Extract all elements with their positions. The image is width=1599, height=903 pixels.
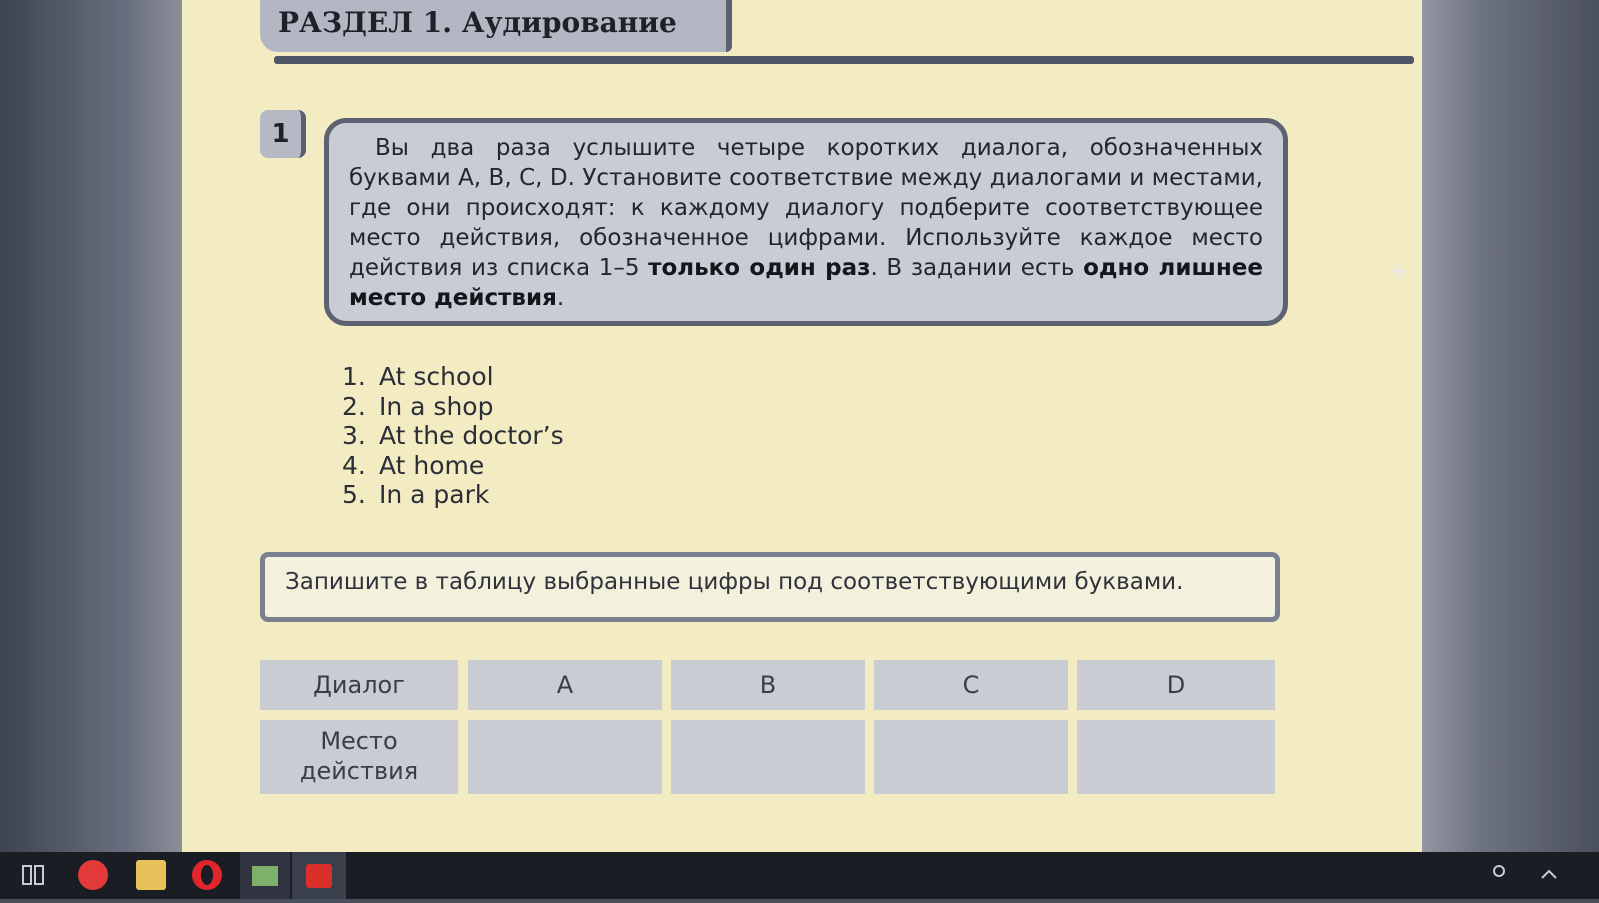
write-instruction-box: Запишите в таблицу выбранные цифры под соответствующими буквами. — [260, 552, 1280, 622]
answer-cell-c[interactable] — [874, 720, 1068, 794]
yandex-browser-icon[interactable] — [78, 860, 108, 890]
list-item: 4. At home — [342, 450, 485, 480]
crosshair-cursor-icon: ✛ — [1390, 260, 1407, 284]
answer-cell-d[interactable] — [1077, 720, 1275, 794]
task-view-icon[interactable] — [18, 860, 48, 890]
list-item: 2. In a shop — [342, 391, 494, 421]
column-header-a: A — [468, 660, 662, 710]
monitor-bezel-right — [1399, 0, 1599, 870]
task-instruction-box — [324, 118, 1288, 326]
task-number-badge: 1 — [260, 110, 306, 158]
file-explorer-icon[interactable] — [136, 860, 166, 890]
answer-cell-a[interactable] — [468, 720, 662, 794]
list-item: 5. In a park — [342, 480, 490, 509]
answer-cell-b[interactable] — [671, 720, 865, 794]
opera-icon[interactable] — [192, 860, 222, 890]
instruction-text-end: . — [556, 285, 565, 311]
table-header-dialog: Диалог — [260, 660, 458, 710]
video-editor-icon[interactable] — [240, 852, 290, 899]
table-header-place: Место действия — [260, 720, 458, 794]
column-header-c: C — [874, 660, 1068, 710]
places-list — [342, 362, 564, 510]
monitor-bezel-left — [0, 0, 185, 870]
column-header-b: B — [671, 660, 865, 710]
taskbar — [0, 852, 1599, 899]
people-icon[interactable] — [1486, 860, 1512, 890]
header-divider — [274, 56, 1414, 64]
pdf-reader-icon[interactable] — [292, 852, 346, 899]
list-item: 3. At the doctor’s — [342, 421, 564, 450]
instruction-text-intro: Вы два раза услышите четыре коротких диалога, обозначенных буквами A, B, C, D. Установите соответствие между диалогами и местами, где они происходят: к каждому диалогу подберите соответствующее место действия, обозначенное цифрами. Используйте каждое место действия из списка 1–5 — [349, 135, 1263, 281]
section-title: РАЗДЕЛ 1. Аудирование — [260, 0, 732, 52]
chevron-up-icon[interactable] — [1536, 860, 1562, 890]
column-header-d: D — [1077, 660, 1275, 710]
instruction-text-mid: . В задании есть — [870, 255, 1084, 281]
instruction-text-bold-once: только один раз — [648, 255, 871, 281]
instruction-text-bold-extra: одно лишнее место действия — [349, 255, 1263, 311]
document-page — [182, 0, 1422, 870]
list-item: 1. At school — [342, 362, 494, 391]
